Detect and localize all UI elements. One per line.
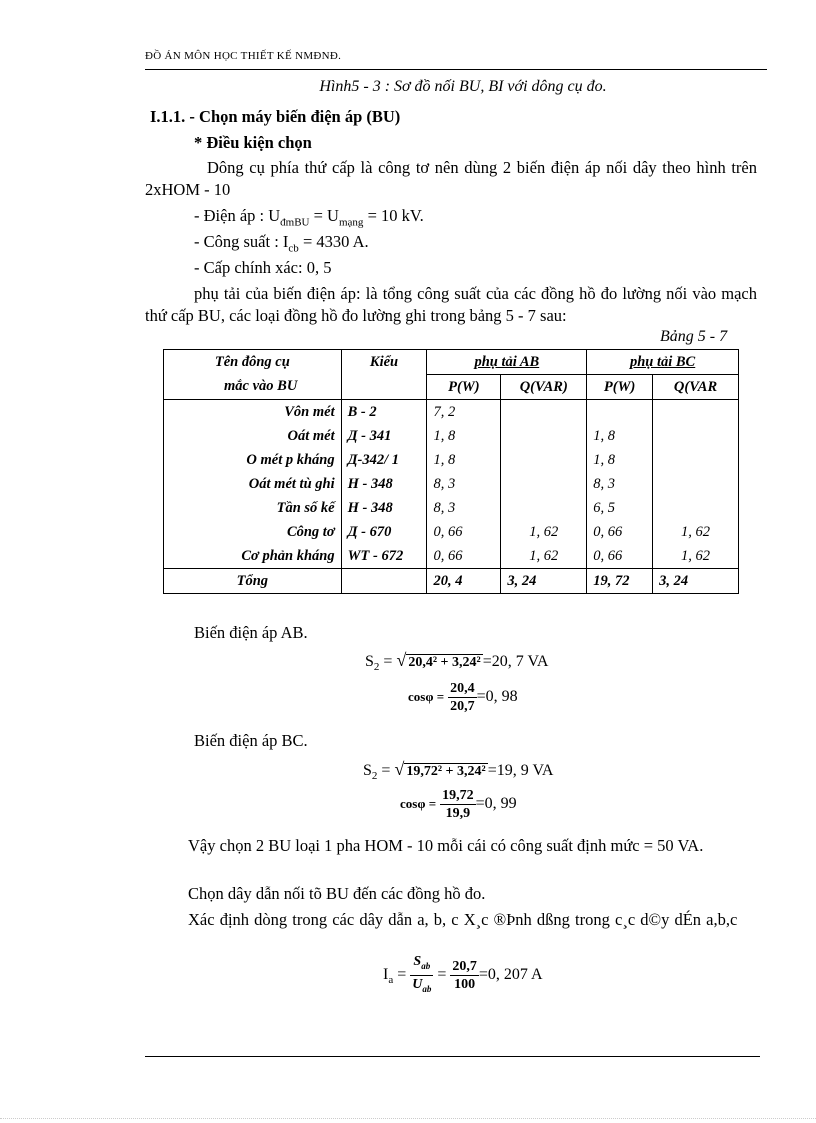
paragraph-5: Xác định dòng trong các dây dẫn a, b, c X¸c ®Þnh dßng trong c¸c d©y dÉn a,b,c xyxy=(188,910,738,929)
table-row: Cơ phản kháng WT - 672 0, 66 1, 62 0, 66 1, 62 xyxy=(164,544,739,569)
table-row: Vôn mét B - 2 7, 2 xyxy=(164,400,739,425)
ab-s-formula: $S_2$ = √ 20,4² + 3,24² =20, 7 VA xyxy=(365,650,549,674)
bullet-cap-chinh-xac: - Cấp chính xác: 0, 5 xyxy=(194,258,332,277)
section-title: I.1.1. - Chọn máy biến điện áp (BU) xyxy=(150,107,401,126)
table-row: Oát mét Д - 341 1, 8 1, 8 xyxy=(164,424,739,448)
paragraph-1: Dông cụ phía thứ cấp là công tơ nên dùng 2 biến điện áp nối dây theo hình trên 2xHOM - 10 xyxy=(145,158,757,199)
group-bc-header: phụ tải BC xyxy=(587,350,739,375)
table-total-row: Tổng 20, 4 3, 24 19, 72 3, 24 xyxy=(164,569,739,594)
paragraph-3: Vậy chọn 2 BU loại 1 pha HOM - 10 mỗi cái có công suất định mức = 50 VA. xyxy=(188,836,704,855)
table-label: Bảng 5 - 7 xyxy=(660,328,728,345)
bc-label: Biến điện áp BC. xyxy=(194,731,308,750)
col-p-bc: P(W) xyxy=(587,375,653,400)
ab-label: Biến điện áp AB. xyxy=(194,623,308,642)
bc-cos-formula: cosφ = $\frac{19,72}{19,9}$ =0, 99 xyxy=(400,788,517,821)
page-bottom-dots xyxy=(0,1118,816,1120)
col-device-header-1: Tên đông cụ xyxy=(164,350,342,375)
paragraph-4: Chọn dây dẫn nối tõ BU đến các đồng hồ đo. xyxy=(188,884,486,903)
ia-formula: $I_a$ = $\frac{S_{ab}}{U_{ab}}$ = $\frac{20,7}{100}$ =0, 207 A xyxy=(383,954,543,994)
bullet-cong-suat: - Công suất : $I_{cb} = 4330$ A. xyxy=(194,232,369,255)
total-type-empty xyxy=(341,569,427,594)
table-row: Tần số kế H - 348 8, 3 6, 5 xyxy=(164,496,739,520)
table-row: Oát mét tù ghi H - 348 8, 3 8, 3 xyxy=(164,472,739,496)
table-row: Công tơ Д - 670 0, 66 1, 62 0, 66 1, 62 xyxy=(164,520,739,544)
header-rule xyxy=(145,69,767,70)
page-header: ĐỒ ÁN MÔN HỌC THIẾT KẾ NMĐNĐ. xyxy=(145,50,342,62)
col-type-header: Kiểu xyxy=(341,350,427,375)
sub-title: * Điều kiện chọn xyxy=(194,133,312,152)
figure-caption: Hình5 - 3 : Sơ đồ nối BU, BI với dông cụ đo. xyxy=(319,78,607,95)
col-q-bc: Q(VAR xyxy=(653,375,739,400)
col-type-spacer xyxy=(341,375,427,400)
footer-rule xyxy=(145,1056,760,1057)
table-row: O mét p kháng Д-342/ 1 1, 8 1, 8 xyxy=(164,448,739,472)
bullet-dien-ap: - Điện áp : $U_{đmBU} = U_{mạng} = 10$ kV. xyxy=(194,206,424,229)
col-device-header-2: mắc vào BU xyxy=(164,375,342,400)
col-q-ab: Q(VAR) xyxy=(501,375,587,400)
paragraph-2: phụ tải của biến điện áp: là tổng công suất của các đồng hồ đo lường nối vào mạch thứ cấp BU, các loại đồng hồ đo lường ghi trong bảng 5 - 7 sau: xyxy=(145,284,757,325)
bc-s-formula: $S_2$ = √ 19,72² + 3,24² =19, 9 VA xyxy=(363,759,554,783)
load-table xyxy=(163,349,739,594)
col-p-ab: P(W) xyxy=(427,375,501,400)
ab-cos-formula: cosφ = $\frac{20,4}{20,7}$ =0, 98 xyxy=(408,681,518,714)
group-ab-header: phụ tải AB xyxy=(427,350,587,375)
